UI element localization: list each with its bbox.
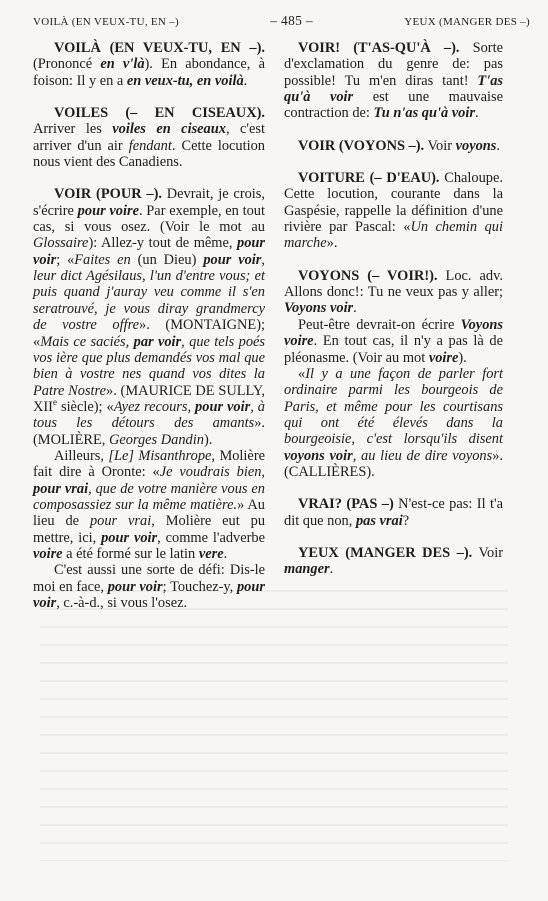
emphasis-italic: Faites en [74, 251, 131, 268]
emphasis-italic: , que tels poés vos ière que plus demandés vos mal que bien à vostre nes quand vos dites la Patre Nostre [33, 333, 265, 399]
emphasis-bold-italic: pour voir [33, 235, 265, 268]
entry-text: . En tout cas, il n'y a pas là de pléonasme. (Voir au mot [284, 333, 503, 366]
running-head-right: YEUX (MANGER DES –) [404, 16, 530, 28]
emphasis-bold-italic: pour voir [195, 398, 251, 415]
dictionary-entry [284, 496, 503, 529]
entry-paragraph [284, 366, 503, 480]
emphasis-italic: Ayez recours, [113, 398, 196, 415]
emphasis-italic: Un chemin qui marche [284, 219, 503, 252]
dictionary-entry [284, 40, 503, 122]
entry-text: a été formé sur le latin [62, 545, 199, 562]
entry-text: Peut-être devrait-on écrire [298, 316, 461, 333]
emphasis-bold-italic: pour vrai [33, 480, 89, 497]
emphasis-italic: , au lieu de dire voyons [352, 447, 493, 464]
entry-text: Chaloupe. Cette locution, courante dans la Gaspésie, rappelle la définition d'une rivière par Pascal: « [284, 170, 503, 236]
emphasis-bold-italic: pour voir [33, 578, 265, 611]
entry-text: Voir [424, 137, 456, 154]
headword: VOIR! (T'AS-QU'À –). [298, 40, 460, 56]
entry-text: est une mauvaise contraction de: [284, 89, 503, 122]
entry-text: ». (MONTAIGNE); « [33, 317, 265, 350]
entry-text: N'est-ce pas: Il t'a dit que non, [284, 496, 503, 529]
headword: VOYONS (– VOIR!). [298, 267, 438, 284]
show-through-text [40, 590, 508, 861]
entry-text: ): Allez-y tout de même, [88, 235, 237, 252]
entry-text: ». (MOLIÈRE, [33, 415, 265, 448]
running-head-left: VOILÀ (EN VEUX-TU, EN –) [33, 16, 179, 28]
entry-text: ; « [56, 251, 75, 268]
entry-text: Devrait, je crois, s'écrire [33, 186, 265, 219]
entry-text: Loc. adv. Allons donc!: Tu ne veux pas y aller; [284, 267, 503, 301]
superscript: e [52, 397, 57, 408]
left-column [33, 40, 265, 627]
entry-text: C'est aussi une sorte de défi: Dis-le moi en face, [33, 562, 265, 595]
entry-text: , c.-à-d., si vous l'osez. [56, 595, 188, 611]
emphasis-italic: , leur dict Agésilaus, l'un d'entre vous; et puis quand j'auray veu comme il s'en seratrouvé, je vous diray grandmercy de vostre offre [33, 251, 265, 334]
emphasis-bold-italic: T'as qu'à voir [284, 72, 503, 106]
entry-text: » Au lieu de [33, 496, 265, 530]
entry-paragraph [33, 448, 265, 562]
entry-text: , comme l'adverbe [157, 529, 265, 546]
emphasis-bold-italic: en v'là [100, 56, 145, 73]
entry-text: ). [203, 431, 213, 448]
page-number: – 485 – [270, 13, 313, 28]
entry-text: ». (MAURICE DE SULLY, XII [33, 382, 265, 415]
dictionary-entry [284, 268, 503, 317]
headword: VOIR (VOYONS –). [298, 137, 425, 154]
entry-text: ). En abondance, à foison: Il y en a [33, 56, 265, 89]
emphasis-italic: Glossaire [33, 235, 89, 252]
entry-text: (Prononcé [33, 56, 101, 73]
emphasis-bold-italic: voire [428, 349, 459, 366]
entry-text: . Cette locution nous vient des Canadiens. [33, 137, 266, 171]
entry-text: ». (CALLIÈRES). [284, 447, 503, 480]
dictionary-entry [33, 186, 265, 448]
entry-paragraph [284, 317, 503, 366]
headword: VOIR (POUR –). [54, 186, 162, 203]
emphasis-bold-italic: Tu n'as qu'à voir [373, 105, 475, 122]
entry-text: Ailleurs, [54, 447, 109, 464]
emphasis-bold-italic: pour voir [107, 578, 163, 595]
emphasis-italic: , que de votre manière vous en composassiez sur la même matière. [33, 480, 265, 513]
headword: VOILES (– EN CISEAUX). [54, 105, 265, 122]
emphasis-bold-italic: vere [198, 545, 224, 562]
entry-text: ; Touchez-y, [162, 578, 237, 595]
headword: VOITURE (– D'EAU). [298, 170, 440, 187]
entry-text: . Par exemple, en tout cas, si vous osez. (Voir le mot au [33, 202, 265, 236]
entry-text: . [353, 300, 357, 317]
running-head [33, 13, 530, 29]
emphasis-italic: pour vrai [89, 513, 152, 530]
entry-text: . [243, 72, 248, 89]
emphasis-italic: fendant [128, 137, 172, 154]
entry-text: . [496, 137, 501, 154]
headword: VOILÀ (EN VEUX-TU, EN –). [54, 40, 265, 56]
entry-text: Voir [472, 544, 503, 561]
dictionary-entry [33, 105, 265, 170]
entry-text: . [223, 545, 228, 562]
emphasis-bold-italic: manger [284, 561, 330, 578]
emphasis-bold-italic: Voyons voire [284, 316, 503, 350]
entry-text: ). [458, 349, 467, 366]
entry-text: ». [326, 235, 338, 252]
entry-text: . [329, 561, 334, 578]
emphasis-bold-italic: pour voir [203, 251, 262, 268]
dictionary-entry [284, 170, 503, 252]
dictionary-entry [33, 40, 265, 89]
emphasis-bold-italic: en veux-tu, en voilà [126, 72, 244, 89]
headword: YEUX (MANGER DES –). [298, 544, 473, 561]
emphasis-bold-italic: Voyons voir [284, 300, 354, 317]
entry-text: ? [402, 512, 410, 529]
entry-text: « [298, 365, 306, 382]
headword: VRAI? (PAS –) [298, 496, 394, 513]
dictionary-entry [284, 545, 503, 578]
entry-text: Arriver les [33, 121, 113, 138]
emphasis-italic: Il y a une façon de parler fort ordinaire parmi les bourgeois de Paris, et même pour les courtisans qui ont été élevés dans la bourgeoisie, c'est lorsqu'ils disent [284, 365, 503, 448]
entry-text: , c'est arriver d'un air [33, 121, 265, 154]
emphasis-bold-italic: pour voire [77, 202, 139, 219]
entry-text: . [474, 105, 479, 122]
emphasis-bold-italic: voire [33, 545, 63, 562]
emphasis-bold-italic: pas vrai [355, 512, 403, 529]
emphasis-italic: [Le] Misanthrope [108, 447, 212, 464]
entry-text: , Molière eut pu mettre, ici, [33, 513, 266, 546]
entry-text: , Molière fait dire à Oronte: « [33, 447, 265, 481]
emphasis-italic: Georges Dandin [108, 431, 204, 448]
emphasis-bold-italic: voyons voir [284, 447, 353, 464]
entry-text: siècle); « [56, 398, 114, 415]
emphasis-italic: Mais ce saciés, [40, 333, 134, 350]
dictionary-entry [284, 138, 503, 154]
emphasis-bold-italic: pour voir [101, 529, 158, 546]
emphasis-bold-italic: voyons [455, 137, 497, 154]
emphasis-bold-italic: voiles en ciseaux [112, 121, 226, 138]
right-column [284, 40, 503, 594]
entry-text: Sorte d'exclamation du genre de: pas possible! Tu m'en diras tant! [284, 40, 503, 89]
entry-text: (un Dieu) [130, 251, 204, 268]
emphasis-italic: Je voudrais bien, [159, 464, 265, 481]
emphasis-italic: , à tous les détours des amants [33, 398, 265, 432]
emphasis-bold-italic: par voir [133, 333, 182, 350]
